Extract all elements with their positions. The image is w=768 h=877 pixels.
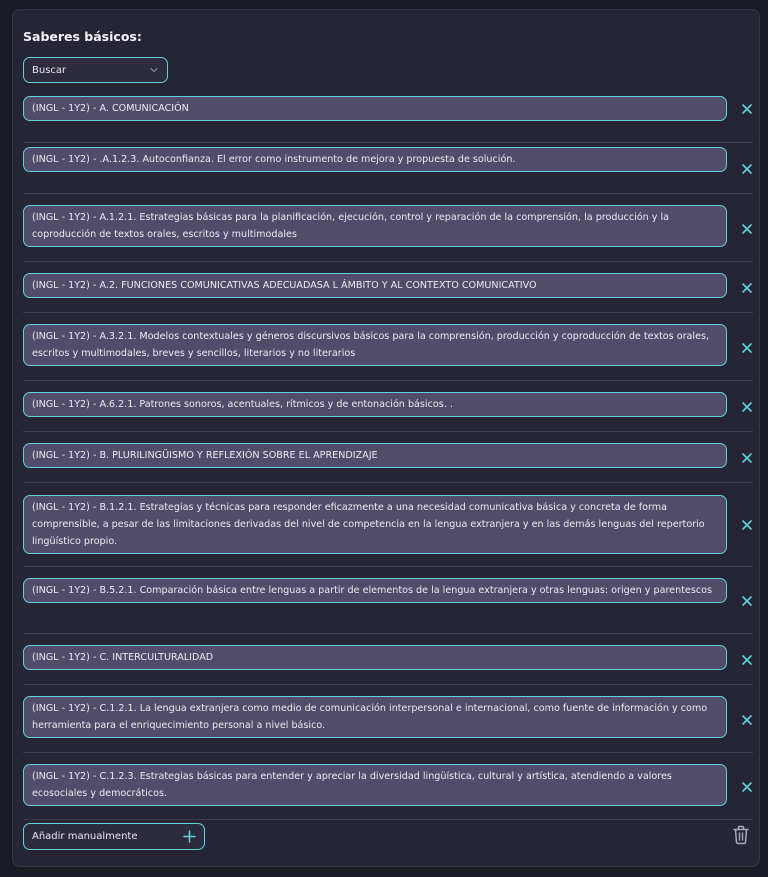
close-icon[interactable] xyxy=(741,781,753,793)
saber-chip: (INGL - 1Y2) - B.5.2.1. Comparación básica entre lenguas a partir de elementos de la lengua extranjera y otras lenguas: origen y parentescos xyxy=(23,578,727,603)
list-item xyxy=(23,381,753,432)
saber-chip: (INGL - 1Y2) - A. COMUNICACIÓN xyxy=(23,96,727,121)
close-icon[interactable] xyxy=(741,595,753,607)
saber-chip: (INGL - 1Y2) - A.1.2.1. Estrategias básicas para la planificación, ejecución, control y reparación de la comprensión, la producción y la coproducción de textos orales, escritos y multimodales xyxy=(23,205,727,247)
list-item xyxy=(23,92,753,143)
list-item xyxy=(23,143,753,194)
list-item xyxy=(23,685,753,753)
close-icon[interactable] xyxy=(741,223,753,235)
search-label: Buscar xyxy=(32,64,67,76)
chevron-down-icon xyxy=(149,65,159,75)
list-item xyxy=(23,567,753,634)
saberes-panel xyxy=(12,9,760,867)
saber-chip: (INGL - 1Y2) - C. INTERCULTURALIDAD xyxy=(23,645,727,670)
close-icon[interactable] xyxy=(741,282,753,294)
add-manually-button[interactable] xyxy=(23,823,205,850)
close-icon[interactable] xyxy=(741,714,753,726)
list-item xyxy=(23,432,753,483)
saber-chip: (INGL - 1Y2) - .A.1.2.3. Autoconfianza. El error como instrumento de mejora y propuesta de solución. xyxy=(23,147,727,172)
plus-icon xyxy=(183,830,196,843)
close-icon[interactable] xyxy=(741,452,753,464)
close-icon[interactable] xyxy=(741,519,753,531)
close-icon[interactable] xyxy=(741,342,753,354)
saberes-list xyxy=(23,92,753,820)
saber-chip: (INGL - 1Y2) - C.1.2.1. La lengua extranjera como medio de comunicación interpersonal e internacional, como fuente de información y como herramienta para el enriquecimiento personal a nivel básico. xyxy=(23,696,727,738)
list-item xyxy=(23,753,753,820)
list-item xyxy=(23,483,753,567)
saber-chip: (INGL - 1Y2) - A.6.2.1. Patrones sonoros, acentuales, rítmicos y de entonación básicos. . xyxy=(23,392,727,417)
list-item xyxy=(23,194,753,262)
close-icon[interactable] xyxy=(741,103,753,115)
list-item xyxy=(23,313,753,381)
saber-chip: (INGL - 1Y2) - B. PLURILINGÜISMO Y REFLEXIÓN SOBRE EL APRENDIZAJE xyxy=(23,443,727,468)
close-icon[interactable] xyxy=(741,401,753,413)
list-item xyxy=(23,262,753,313)
saber-chip: (INGL - 1Y2) - A.2. FUNCIONES COMUNICATIVAS ADECUADASA L ÁMBITO Y AL CONTEXTO COMUNICATIVO xyxy=(23,273,727,298)
saber-chip: (INGL - 1Y2) - A.3.2.1. Modelos contextuales y géneros discursivos básicos para la comprensión, producción y coproducción de textos orales, escritos y multimodales, breves y sencillos, literarios y no literarios xyxy=(23,324,727,366)
search-dropdown[interactable] xyxy=(23,57,168,83)
add-manually-label: Añadir manualmente xyxy=(32,831,138,842)
saber-chip: (INGL - 1Y2) - B.1.2.1. Estrategias y técnicas para responder eficazmente a una necesidad comunicativa básica y concreta de forma comprensible, a pesar de las limitaciones derivadas del nivel de competencia en la lengua extranjera y en las demás lenguas del repertorio lingüístico propio. xyxy=(23,495,727,554)
saber-chip: (INGL - 1Y2) - C.1.2.3. Estrategias básicas para entender y apreciar la diversidad lingüística, cultural y artística, atendiendo a valores ecosociales y democráticos. xyxy=(23,764,727,806)
close-icon[interactable] xyxy=(741,163,753,175)
list-item xyxy=(23,634,753,685)
close-icon[interactable] xyxy=(741,654,753,666)
section-title: Saberes básicos: xyxy=(23,29,142,44)
trash-icon[interactable] xyxy=(732,825,750,845)
